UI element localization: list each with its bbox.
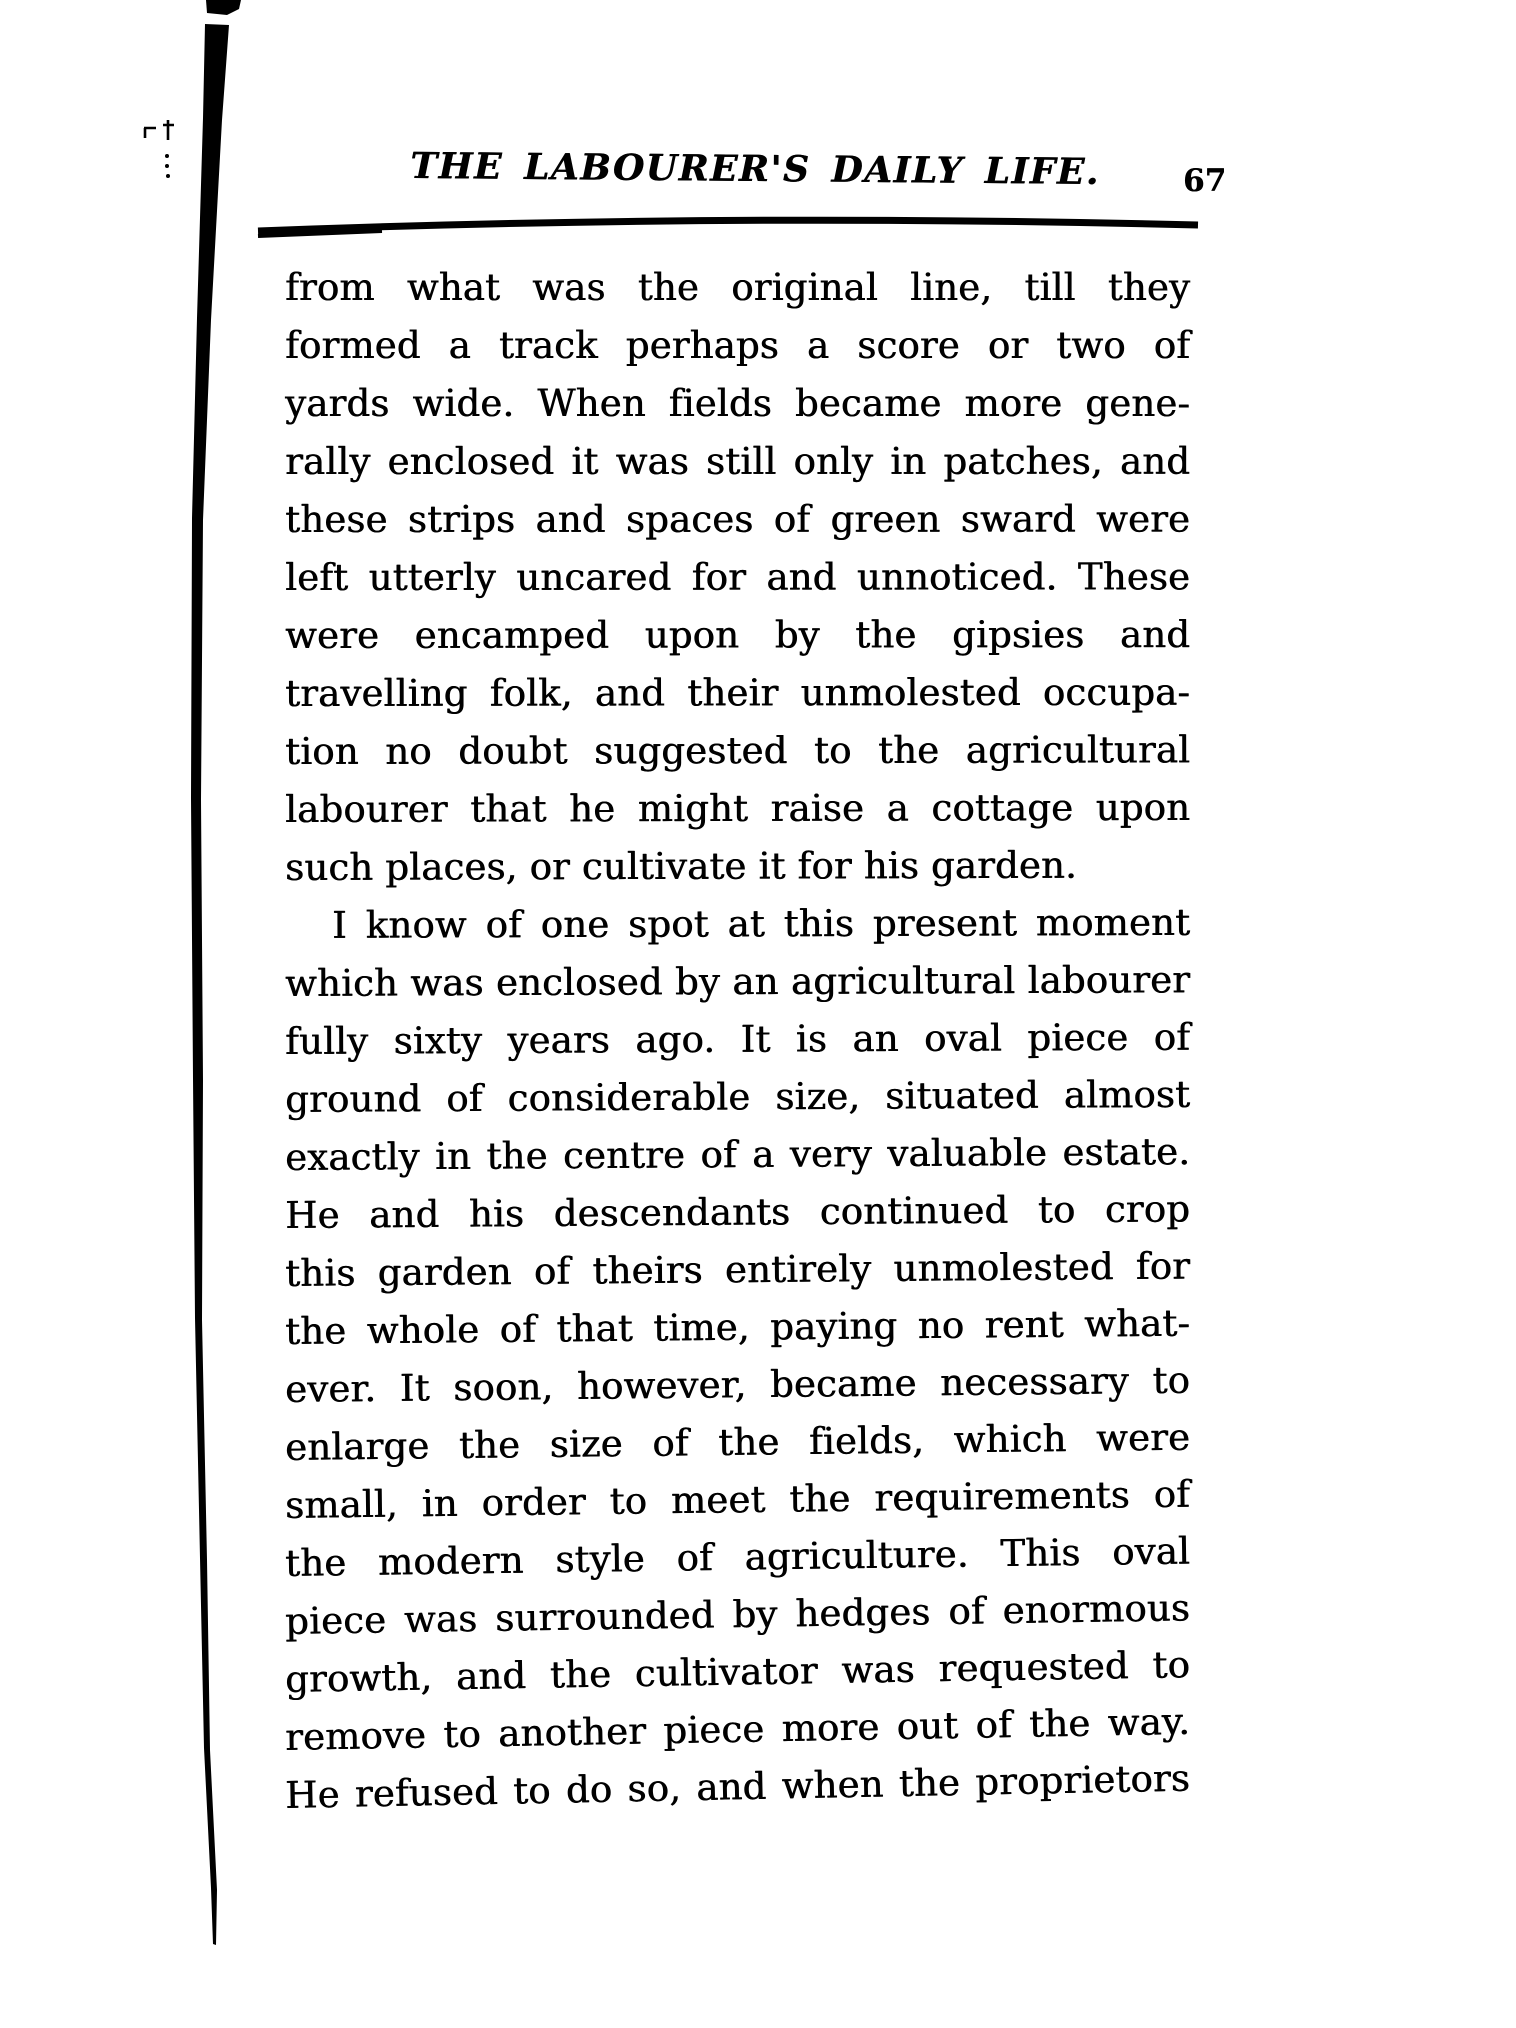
text-line: tion no doubt suggested to the agricultural <box>284 728 1191 773</box>
text-line: He and his descendants continued to crop <box>284 1187 1191 1237</box>
text-line: from what was the original line, till they <box>285 266 1190 309</box>
text-line: exactly in the centre of a very valuable estate. <box>284 1130 1191 1179</box>
text-line: enlarge the size of the fields, which were <box>284 1415 1191 1469</box>
stray-ink-marks <box>140 112 190 184</box>
text-line: such places, or cultivate it for his garden. <box>284 843 1077 889</box>
running-header-title: THE LABOURER'S DAILY LIFE. <box>410 144 1100 194</box>
text-line: formed a track perhaps a score or two of <box>284 323 1191 367</box>
text-line: He refused to do so, and when the proprietors <box>284 1756 1191 1817</box>
text-line: rally enclosed it was still only in patches, and <box>284 439 1191 483</box>
text-line: fully sixty years ago. It is an oval piece of <box>284 1015 1191 1063</box>
text-line: yards wide. When fields became more gene- <box>284 381 1191 425</box>
text-line: remove to another piece more out of the way. <box>284 1699 1191 1759</box>
text-line: which was enclosed by an agricultural labourer <box>284 958 1191 1005</box>
text-line: ground of considerable size, situated almost <box>284 1072 1191 1121</box>
body-text <box>285 259 1190 1825</box>
text-line: piece was surrounded by hedges of enormous <box>284 1586 1191 1643</box>
header-rule <box>252 209 1204 243</box>
binding-shadow-bar <box>0 0 260 1970</box>
text-line: ever. It soon, however, became necessary to <box>284 1358 1191 1411</box>
text-line: left utterly uncared for and unnoticed. These <box>284 555 1191 599</box>
page-number: 67 <box>1183 163 1227 199</box>
text-line: labourer that he might raise a cottage upon <box>284 785 1191 831</box>
text-line: these strips and spaces of green sward were <box>284 497 1191 541</box>
text-line: small, in order to meet the requirements of <box>284 1472 1191 1527</box>
text-line: the whole of that time, paying no rent what- <box>284 1301 1191 1353</box>
text-line: the modern style of agriculture. This oval <box>284 1529 1191 1585</box>
text-line: this garden of theirs entirely unmolested for <box>284 1244 1191 1295</box>
text-line: travelling folk, and their unmolested occupa- <box>284 670 1191 715</box>
text-line: were encamped upon by the gipsies and <box>284 613 1191 657</box>
text-line: I know of one spot at this present moment <box>331 900 1191 947</box>
text-line: growth, and the cultivator was requested to <box>284 1643 1191 1701</box>
